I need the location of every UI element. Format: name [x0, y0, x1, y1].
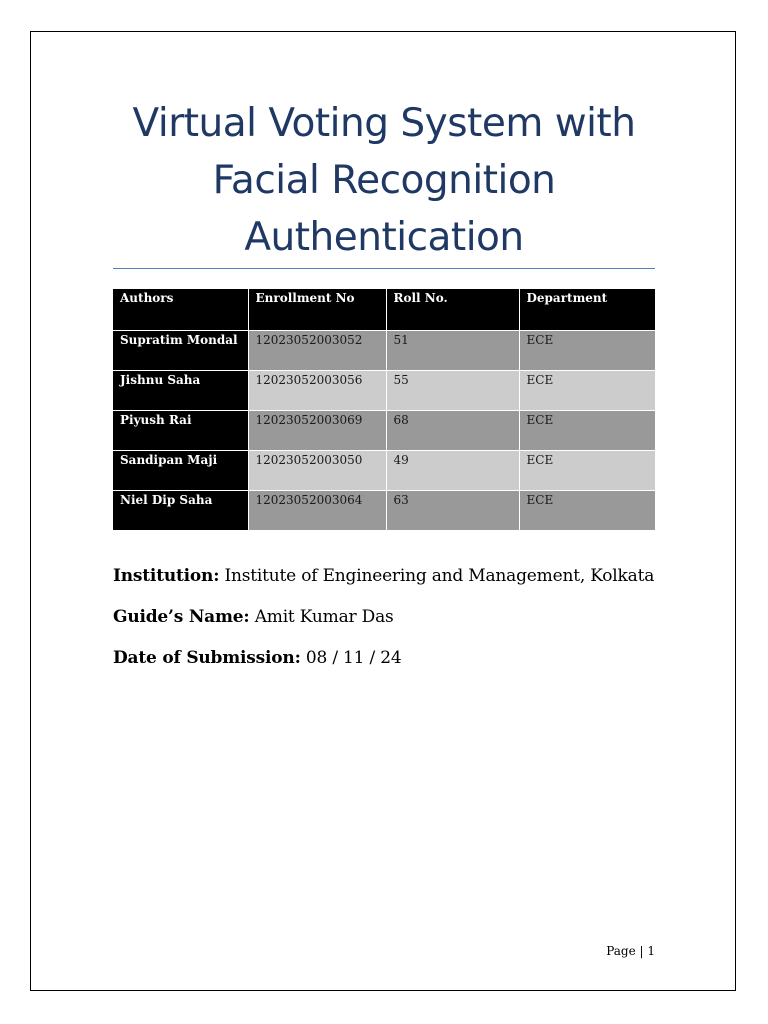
cell-enrollment: 12023052003064 — [248, 490, 386, 530]
cell-enrollment: 12023052003050 — [248, 450, 386, 490]
authors-table-container — [113, 289, 655, 531]
cell-enrollment: 12023052003069 — [248, 410, 386, 450]
cell-author: Jishnu Saha — [113, 370, 248, 410]
cell-author: Supratim Mondal — [113, 330, 248, 370]
table-row — [113, 490, 655, 530]
institution-value: Institute of Engineering and Management, Kolkata — [224, 566, 655, 586]
guide-value: Amit Kumar Das — [254, 607, 394, 627]
date-label: Date of Submission: — [113, 648, 301, 668]
institution-label: Institution: — [113, 566, 220, 586]
document-title — [113, 95, 655, 266]
header-department: Department — [519, 289, 655, 330]
cell-department: ECE — [519, 450, 655, 490]
cell-roll: 51 — [386, 330, 519, 370]
guide-line — [113, 607, 394, 627]
title-line-2: Facial Recognition — [212, 158, 556, 203]
cell-author: Niel Dip Saha — [113, 490, 248, 530]
cell-department: ECE — [519, 410, 655, 450]
title-line-1: Virtual Voting System with — [132, 101, 636, 146]
cell-roll: 68 — [386, 410, 519, 450]
table-header-row — [113, 289, 655, 330]
header-roll: Roll No. — [386, 289, 519, 330]
title-divider — [113, 268, 655, 269]
table-row — [113, 410, 655, 450]
page-number: Page | 1 — [606, 944, 655, 958]
cell-department: ECE — [519, 370, 655, 410]
cell-enrollment: 12023052003052 — [248, 330, 386, 370]
guide-label: Guide’s Name: — [113, 607, 250, 627]
cell-author: Sandipan Maji — [113, 450, 248, 490]
cell-author: Piyush Rai — [113, 410, 248, 450]
date-value: 08 / 11 / 24 — [305, 648, 402, 668]
table-row — [113, 450, 655, 490]
header-authors: Authors — [113, 289, 248, 330]
authors-table — [113, 289, 656, 531]
cell-roll: 49 — [386, 450, 519, 490]
header-enrollment: Enrollment No — [248, 289, 386, 330]
title-line-3: Authentication — [244, 215, 524, 260]
cell-enrollment: 12023052003056 — [248, 370, 386, 410]
cell-roll: 63 — [386, 490, 519, 530]
table-row — [113, 370, 655, 410]
date-line — [113, 648, 401, 668]
institution-line — [113, 566, 654, 586]
cell-department: ECE — [519, 490, 655, 530]
cell-department: ECE — [519, 330, 655, 370]
cell-roll: 55 — [386, 370, 519, 410]
table-row — [113, 330, 655, 370]
